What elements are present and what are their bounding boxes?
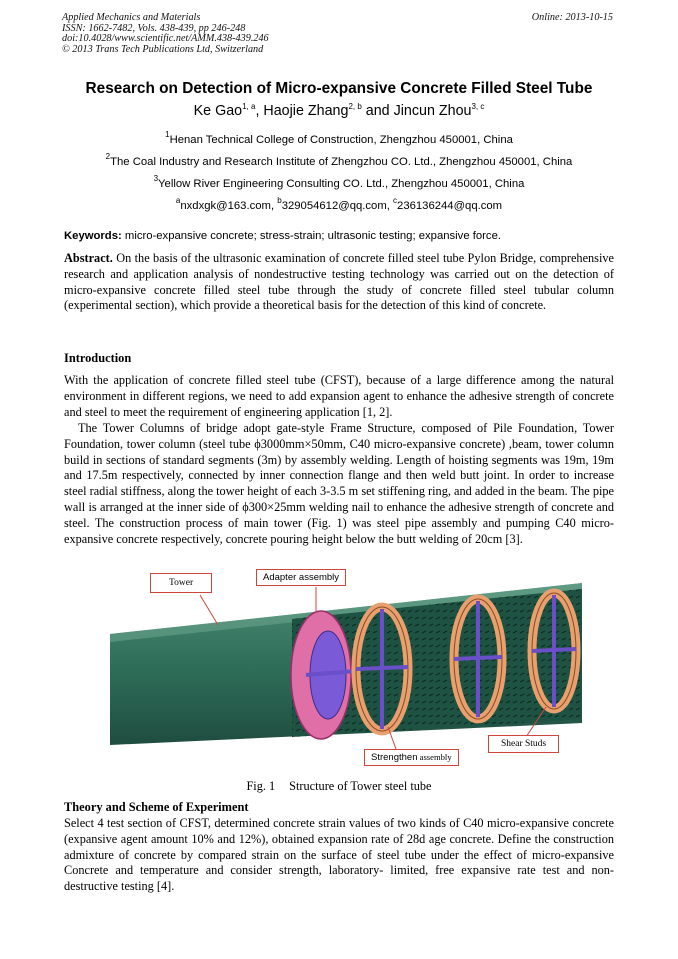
email-sup: a bbox=[175, 196, 181, 205]
affiliation bbox=[0, 130, 678, 146]
label-tower: Tower bbox=[150, 573, 212, 593]
email-list bbox=[0, 196, 678, 212]
keywords-label: Keywords: bbox=[64, 230, 122, 242]
affiliation-text: Yellow River Engineering Consulting CO. Ltd., Zhengzhou 450001, China bbox=[158, 178, 525, 190]
section-heading-theory: Theory and Scheme of Experiment bbox=[64, 800, 249, 814]
abstract-label: Abstract. bbox=[64, 251, 113, 265]
keywords bbox=[64, 230, 501, 242]
author-sup: 2, b bbox=[348, 102, 362, 111]
stiffening-ring bbox=[454, 599, 502, 719]
author-separator: , bbox=[255, 103, 264, 119]
label-adapter-assembly: Adapter assembly bbox=[256, 569, 346, 586]
author-name: Jincun Zhou bbox=[393, 103, 472, 119]
leader-line-tower bbox=[200, 595, 218, 625]
label-shear-studs: Shear Studs bbox=[488, 735, 559, 753]
label-strengthen-word: Strengthen bbox=[371, 752, 418, 763]
email-link[interactable]: 329054612@qq.com, bbox=[281, 200, 394, 212]
affiliation bbox=[0, 152, 678, 168]
keywords-text: micro-expansive concrete; stress-strain; ultrasonic testing; expansive force. bbox=[121, 230, 501, 242]
caption-text: Structure of Tower steel tube bbox=[289, 779, 432, 793]
journal-header bbox=[62, 13, 269, 55]
author-name: Ke Gao bbox=[193, 103, 243, 119]
journal-name: Applied Mechanics and Materials bbox=[62, 12, 201, 23]
affiliation-sup: 3 bbox=[153, 174, 159, 183]
author-sup: 1, a bbox=[242, 102, 256, 111]
label-strengthen-assembly bbox=[364, 749, 459, 766]
author-list bbox=[0, 102, 678, 119]
copyright-line: © 2013 Trans Tech Publications Ltd, Switzerland bbox=[62, 43, 264, 55]
figure-caption bbox=[0, 779, 678, 794]
intro-paragraph-2: The Tower Columns of bridge adopt gate-style Frame Structure, composed of Pile Foundation, Tower Foundation, tower column (steel tube ϕ3000mm×50mm, C40 micro-expansive concrete) ,beam, tower column build in sections of standard segments (3m) by assembly welding. Length of hoisting segments was 19m, 19m and 17.5m respectively, connected by inner connection flange and then weld butt joint. In order to increase steel radial stiffness, along the tower height of each 3-3.5 m set stiffening ring, and added in the beam. The pipe wall is arranged at the inner side of ϕ300×25mm welding nail to enhance the adhesive strength of concrete and steel. The construction process of main tower (Fig. 1) was steel pipe assembly and pumping C40 micro-expansive concrete respectively, concrete pouring height below the butt welding of 20cm [3]. bbox=[64, 421, 614, 546]
intro-paragraph-1: With the application of concrete filled steel tube (CFST), because of a large difference among the natural environment in different regions, we need to add expansion agent to enhance the adhesive strength of concrete and steel to meet the requirement of engineering application [1, 2]. bbox=[64, 373, 614, 419]
affiliation-sup: 2 bbox=[105, 152, 111, 161]
figure-tower-tube bbox=[106, 567, 586, 772]
email-sup: c bbox=[393, 196, 398, 205]
affiliation-text: Henan Technical College of Construction, Zhengzhou 450001, China bbox=[169, 134, 513, 146]
affiliation bbox=[0, 174, 678, 190]
affiliation-text: The Coal Industry and Research Institute of Zhengzhou CO. Ltd., Zhengzhou 450001, China bbox=[110, 156, 573, 168]
theory-paragraph: Select 4 test section of CFST, determined concrete strain values of two kinds of C40 micro-expansive concrete (expansive agent amount 10% and 12%), obtained expansion rate of 28d age concrete. Define the construction admixture of concrete by compared strain on the surface of steel tube under the effect of micro-expansive Concrete and temperature and consider strength, laboratory- limited, free expansive rate test and non-destructive testing [4]. bbox=[64, 816, 614, 894]
author-name: Haojie Zhang bbox=[263, 103, 349, 119]
doi-line: doi:10.4028/www.scientific.net/AMM.438-439.246 bbox=[62, 33, 269, 45]
author-sup: 3, c bbox=[471, 102, 485, 111]
author-separator: and bbox=[361, 103, 394, 119]
email-link[interactable]: nxdxgk@163.com, bbox=[180, 200, 278, 212]
stiffening-ring bbox=[532, 593, 576, 709]
stiffening-ring bbox=[356, 607, 408, 731]
online-date: Online: 2013-10-15 bbox=[531, 12, 613, 23]
paper-title: Research on Detection of Micro-expansive Concrete Filled Steel Tube bbox=[85, 80, 593, 97]
abstract bbox=[64, 251, 614, 314]
caption-number: Fig. 1 bbox=[246, 779, 276, 793]
issn-line: ISSN: 1662-7482, Vols. 438-439, pp 246-248 bbox=[62, 22, 246, 34]
affiliation-sup: 1 bbox=[165, 130, 170, 139]
section-heading-introduction: Introduction bbox=[64, 351, 132, 365]
abstract-text: On the basis of the ultrasonic examination of concrete filled steel tube Pylon Bridge, comprehensive research and application analysis of nondestructive testing technology was carried out on the detection of micro-expansive concrete filled steel tube through the study of concrete filled steel tubular column (experimental section), which provide a theoretical basis for the detection of this kind of concrete. bbox=[64, 251, 614, 313]
email-sup: b bbox=[277, 196, 282, 205]
email-link[interactable]: 236136244@qq.com bbox=[397, 200, 503, 212]
label-assembly-word: assembly bbox=[417, 752, 452, 762]
